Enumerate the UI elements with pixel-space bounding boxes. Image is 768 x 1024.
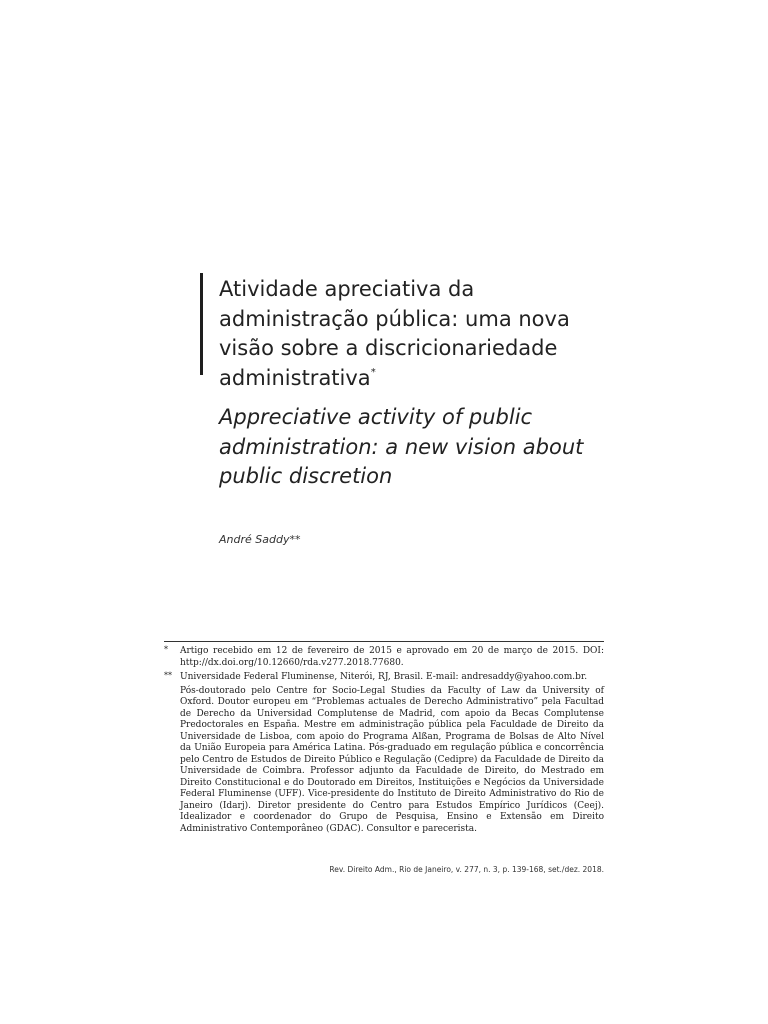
footnote-2-affiliation: Universidade Federal Fluminense, Niterói, RJ, Brasil. E-mail: andresaddy@yahoo.com.br. xyxy=(180,672,588,682)
footnote-1-text: Artigo recebido em 12 de fevereiro de 2015 e aprovado em 20 de março de 2015. DOI: http://dx.doi.org/10.12660/rda.v277.2018.77680. xyxy=(180,646,604,668)
journal-citation: Rev. Direito Adm., Rio de Janeiro, v. 277, n. 3, p. 139-168, set./dez. 2018. xyxy=(329,865,604,874)
footnote-1-mark: * xyxy=(164,645,168,654)
author-name: André Saddy** xyxy=(219,533,301,546)
article-title-portuguese xyxy=(219,275,619,393)
footnote-2-mark: ** xyxy=(164,671,172,680)
footnote-1 xyxy=(164,646,604,669)
title-footnote-mark[interactable]: * xyxy=(370,366,376,378)
title-pt-text: Atividade apreciativa da administração pública: uma nova visão sobre a discricionariedade administrativa xyxy=(219,277,570,390)
title-accent-bar xyxy=(200,273,203,375)
footnote-divider xyxy=(164,641,604,642)
article-title-english: Appreciative activity of public administration: a new vision about public discretion xyxy=(219,405,584,488)
footnotes xyxy=(164,646,604,838)
footnote-2 xyxy=(164,672,604,835)
footnote-2-bio: Pós-doutorado pelo Centre for Socio-Legal Studies da Faculty of Law da University of Oxford. Doutor europeu em “Problemas actuales de Derecho Administrativo” pela Facultad de Derecho da Universidad Complutense de Madrid, com apoio da Becas Complutense Predoctorales en España. Mestre em administração pública pela Faculdade de Direito da Universidade de Lisboa, com apoio do Programa Alßan, Programa de Bolsas de Alto Nível da União Europeia para América Latina. Pós-graduado em regulação pública e concorrência pelo Centro de Estudos de Direito Público e Regulação (Cedipre) da Faculdade de Direito da Universidade de Coimbra. Professor adjunto da Faculdade de Direito, do Mestrado em Direito Constitucional e do Doutorado em Direitos, Instituições e Negócios da Universidade Federal Fluminense (UFF). Vice-presidente do Instituto de Direito Administrativo do Rio de Janeiro (Idarj). Diretor presidente do Centro para Estudos Empírico Jurídicos (Ceej). Idealizador e coordenador do Grupo de Pesquisa, Ensino e Extensão em Direito Administrativo Contemporâneo (GDAC). Consultor e parecerista. xyxy=(180,685,604,834)
